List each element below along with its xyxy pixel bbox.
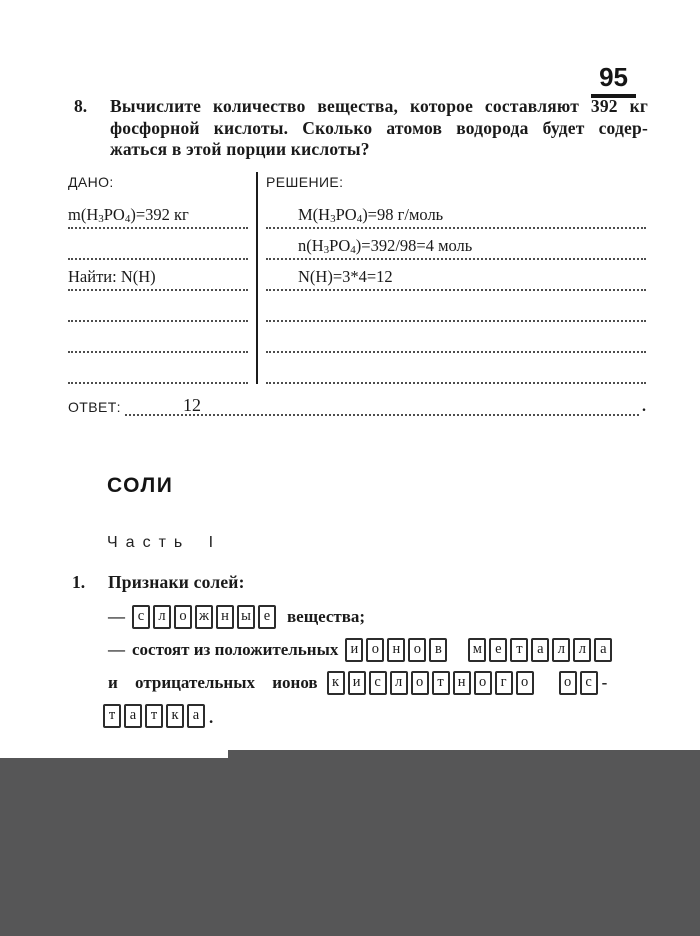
- problem-text-line: жаться в этой порции кислоты?: [110, 139, 370, 159]
- letter-box: н: [216, 605, 234, 629]
- answer-line: [125, 390, 639, 416]
- write-line: [266, 260, 646, 291]
- letter-box: т: [103, 704, 121, 728]
- feature-line-4: [103, 703, 653, 728]
- feature-line-1: [108, 604, 653, 629]
- reshenie-rows: [258, 198, 650, 384]
- letter-box: л: [390, 671, 408, 695]
- letter-box: л: [573, 638, 591, 662]
- letter-box: о: [366, 638, 384, 662]
- write-line: [266, 291, 646, 322]
- feature-line-3: [108, 670, 653, 695]
- formula-segment: M(H: [298, 205, 331, 224]
- write-line: [266, 198, 646, 229]
- formula-segment: PO: [335, 205, 357, 224]
- letter-box: о: [411, 671, 429, 695]
- formula-segment: )=392/98=4 моль: [355, 236, 473, 255]
- letter-box: т: [510, 638, 528, 662]
- letter-box: к: [166, 704, 184, 728]
- em-dash: —: [108, 606, 125, 626]
- letter-box: в: [429, 638, 447, 662]
- period: .: [209, 708, 214, 727]
- letter-box: и: [348, 671, 366, 695]
- problem-text-line: фосфорной кислоты. Сколько атомов водорода будет содер-: [110, 117, 648, 138]
- answer-value: 12: [182, 395, 201, 415]
- formula-segment: PO: [103, 205, 125, 224]
- dano-rows: [60, 198, 256, 384]
- section-title: СОЛИ: [107, 474, 174, 497]
- letter-box: т: [145, 704, 163, 728]
- letter-boxes: [345, 638, 450, 662]
- letter-box: о: [174, 605, 192, 629]
- write-line: [266, 229, 646, 260]
- reshenie-label: РЕШЕНИЕ:: [266, 174, 344, 190]
- task-1-features: [108, 604, 653, 736]
- write-line: [68, 198, 248, 229]
- task-1: [72, 572, 648, 593]
- letter-box: л: [552, 638, 570, 662]
- write-line: [266, 353, 646, 384]
- formula-segment: 4: [124, 213, 131, 225]
- formula-segment: Найти: N(H): [68, 267, 156, 286]
- formula-segment: 4: [350, 244, 356, 256]
- task-title: Признаки солей:: [108, 572, 245, 592]
- letter-boxes: [132, 605, 279, 629]
- formula-segment: 3: [98, 213, 104, 225]
- task-number: 1.: [72, 572, 86, 592]
- letter-box: о: [408, 638, 426, 662]
- problem-8: [74, 96, 648, 161]
- letter-box: е: [489, 638, 507, 662]
- problem-number: 8.: [74, 96, 88, 116]
- dano-label: ДАНО:: [68, 174, 114, 190]
- dano-column: [60, 172, 256, 384]
- write-line: [68, 291, 248, 322]
- letter-box: г: [495, 671, 513, 695]
- letter-box: с: [369, 671, 387, 695]
- letter-box: н: [453, 671, 471, 695]
- feature-text: вещества;: [287, 606, 366, 626]
- letter-boxes: [468, 638, 615, 662]
- formula-segment: PO: [329, 236, 351, 255]
- hyphen: -: [601, 672, 608, 692]
- write-line: [266, 322, 646, 353]
- answer-label: ОТВЕТ:: [68, 399, 121, 415]
- em-dash: —: [108, 639, 125, 659]
- letter-box: с: [132, 605, 150, 629]
- section-part: Часть I: [107, 534, 222, 551]
- letter-box: о: [516, 671, 534, 695]
- formula-segment: 3: [330, 213, 336, 225]
- letter-box: о: [559, 671, 577, 695]
- letter-box: м: [468, 638, 486, 662]
- write-line: [68, 260, 248, 291]
- letter-box: а: [594, 638, 612, 662]
- letter-box: а: [531, 638, 549, 662]
- write-line: [68, 229, 248, 260]
- formula-segment: 4: [356, 213, 363, 225]
- letter-boxes: [327, 671, 537, 695]
- letter-boxes: [103, 704, 208, 728]
- solution-table: [60, 172, 648, 384]
- feature-text: и отрицательных ионов: [108, 672, 318, 692]
- page-number: 95: [591, 62, 636, 98]
- feature-text: состоят из положительных: [132, 639, 339, 659]
- answer-period: .: [642, 398, 646, 415]
- letter-box: ж: [195, 605, 213, 629]
- answer-row: [60, 392, 646, 416]
- problem-text: [110, 96, 648, 161]
- letter-boxes: [559, 671, 601, 695]
- letter-box: к: [327, 671, 345, 695]
- formula-segment: )=392 кг: [130, 205, 189, 224]
- write-line: [68, 353, 248, 384]
- letter-box: л: [153, 605, 171, 629]
- letter-box: е: [258, 605, 276, 629]
- formula-segment: 3: [323, 244, 330, 256]
- letter-box: и: [345, 638, 363, 662]
- letter-box: а: [187, 704, 205, 728]
- formula-segment: n(H: [298, 236, 324, 255]
- letter-box: о: [474, 671, 492, 695]
- problem-text-line: Вычислите количество вещества, которое составляют 392 кг: [110, 96, 648, 116]
- reshenie-column: [256, 172, 650, 384]
- feature-line-2: [108, 637, 653, 662]
- scan-shadow-right: [228, 750, 700, 936]
- formula-segment: m(H: [68, 205, 99, 224]
- letter-box: н: [387, 638, 405, 662]
- letter-box: а: [124, 704, 142, 728]
- formula-segment: N(H)=3*4=12: [298, 267, 393, 286]
- write-line: [68, 322, 248, 353]
- formula-segment: )=98 г/моль: [362, 205, 444, 224]
- letter-box: с: [580, 671, 598, 695]
- letter-box: т: [432, 671, 450, 695]
- letter-box: ы: [237, 605, 255, 629]
- scan-shadow-left: [0, 758, 228, 936]
